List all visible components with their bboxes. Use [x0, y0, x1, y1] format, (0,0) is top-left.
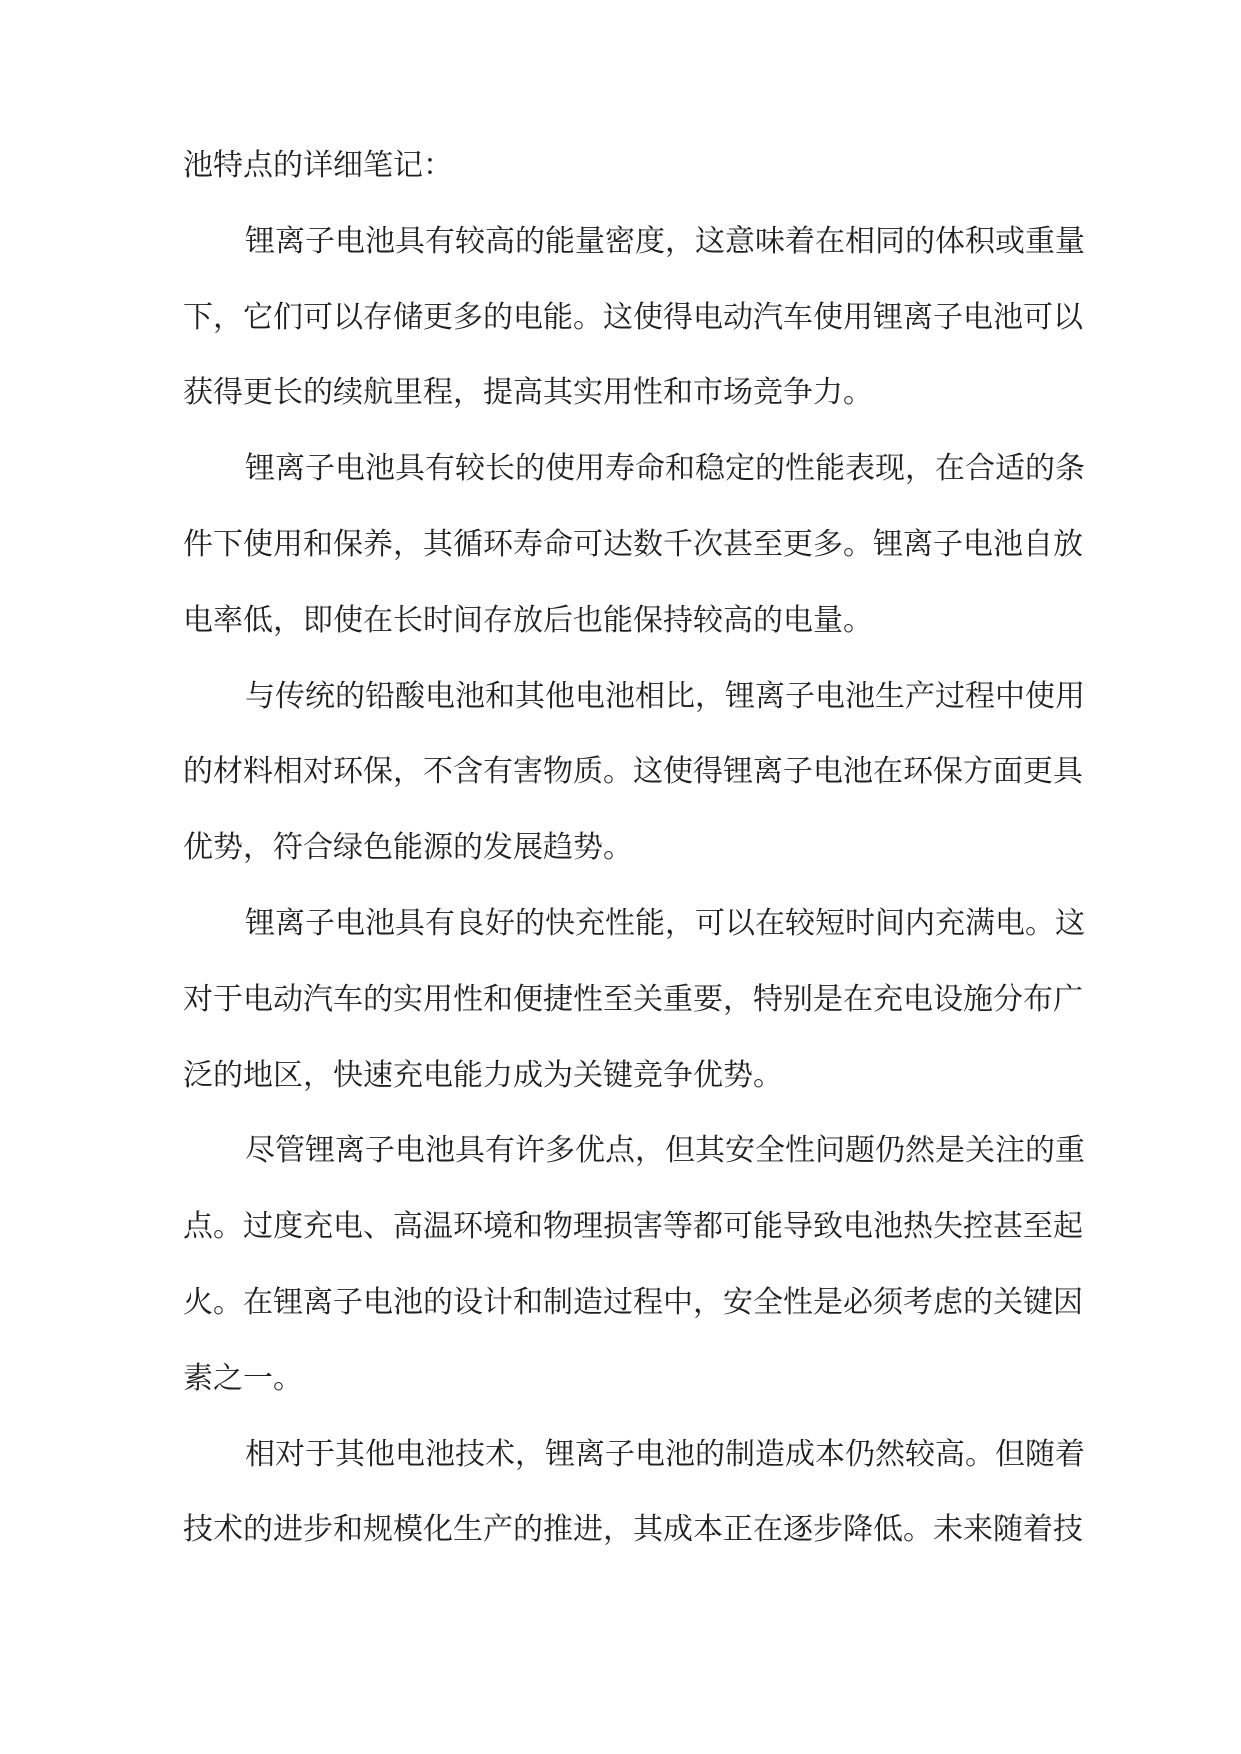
text-line: 与传统的铅酸电池和其他电池相比，锂离子电池生产过程中使用 — [245, 679, 1085, 713]
text-line: 获得更长的续航里程，提高其实用性和市场竞争力。 — [183, 376, 873, 410]
text-line: 泛的地区，快速充电能力成为关键竞争优势。 — [183, 1058, 783, 1092]
text-line: 锂离子电池具有较高的能量密度，这意味着在相同的体积或重量 — [245, 224, 1085, 258]
text-line: 点。过度充电、高温环境和物理损害等都可能导致电池热失控甚至起 — [183, 1210, 1083, 1244]
text-line: 优势，符合绿色能源的发展趋势。 — [183, 831, 633, 865]
text-line: 池特点的详细笔记： — [183, 149, 453, 182]
text-line: 的材料相对环保，不含有害物质。这使得锂离子电池在环保方面更具 — [183, 755, 1083, 789]
text-line: 素之一。 — [183, 1361, 303, 1395]
text-line: 件下使用和保养，其循环寿命可达数千次甚至更多。锂离子电池自放 — [183, 527, 1083, 561]
text-line: 尽管锂离子电池具有许多优点，但其安全性问题仍然是关注的重 — [245, 1134, 1085, 1168]
text-line: 火。在锂离子电池的设计和制造过程中，安全性是必须考虑的关键因 — [183, 1285, 1083, 1319]
text-line: 对于电动汽车的实用性和便捷性至关重要，特别是在充电设施分布广 — [183, 982, 1083, 1016]
text-line: 锂离子电池具有良好的快充性能，可以在较短时间内充满电。这 — [245, 906, 1085, 940]
document-body — [183, 128, 1085, 1568]
text-line: 下，它们可以存储更多的电能。这使得电动汽车使用锂离子电池可以 — [183, 300, 1083, 334]
text-line: 电率低，即使在长时间存放后也能保持较高的电量。 — [183, 603, 873, 637]
text-line: 锂离子电池具有较长的使用寿命和稳定的性能表现，在合适的条 — [245, 452, 1085, 486]
text-line: 技术的进步和规模化生产的推进，其成本正在逐步降低。未来随着技 — [183, 1513, 1083, 1547]
text-line: 相对于其他电池技术，锂离子电池的制造成本仍然较高。但随着 — [245, 1437, 1085, 1471]
